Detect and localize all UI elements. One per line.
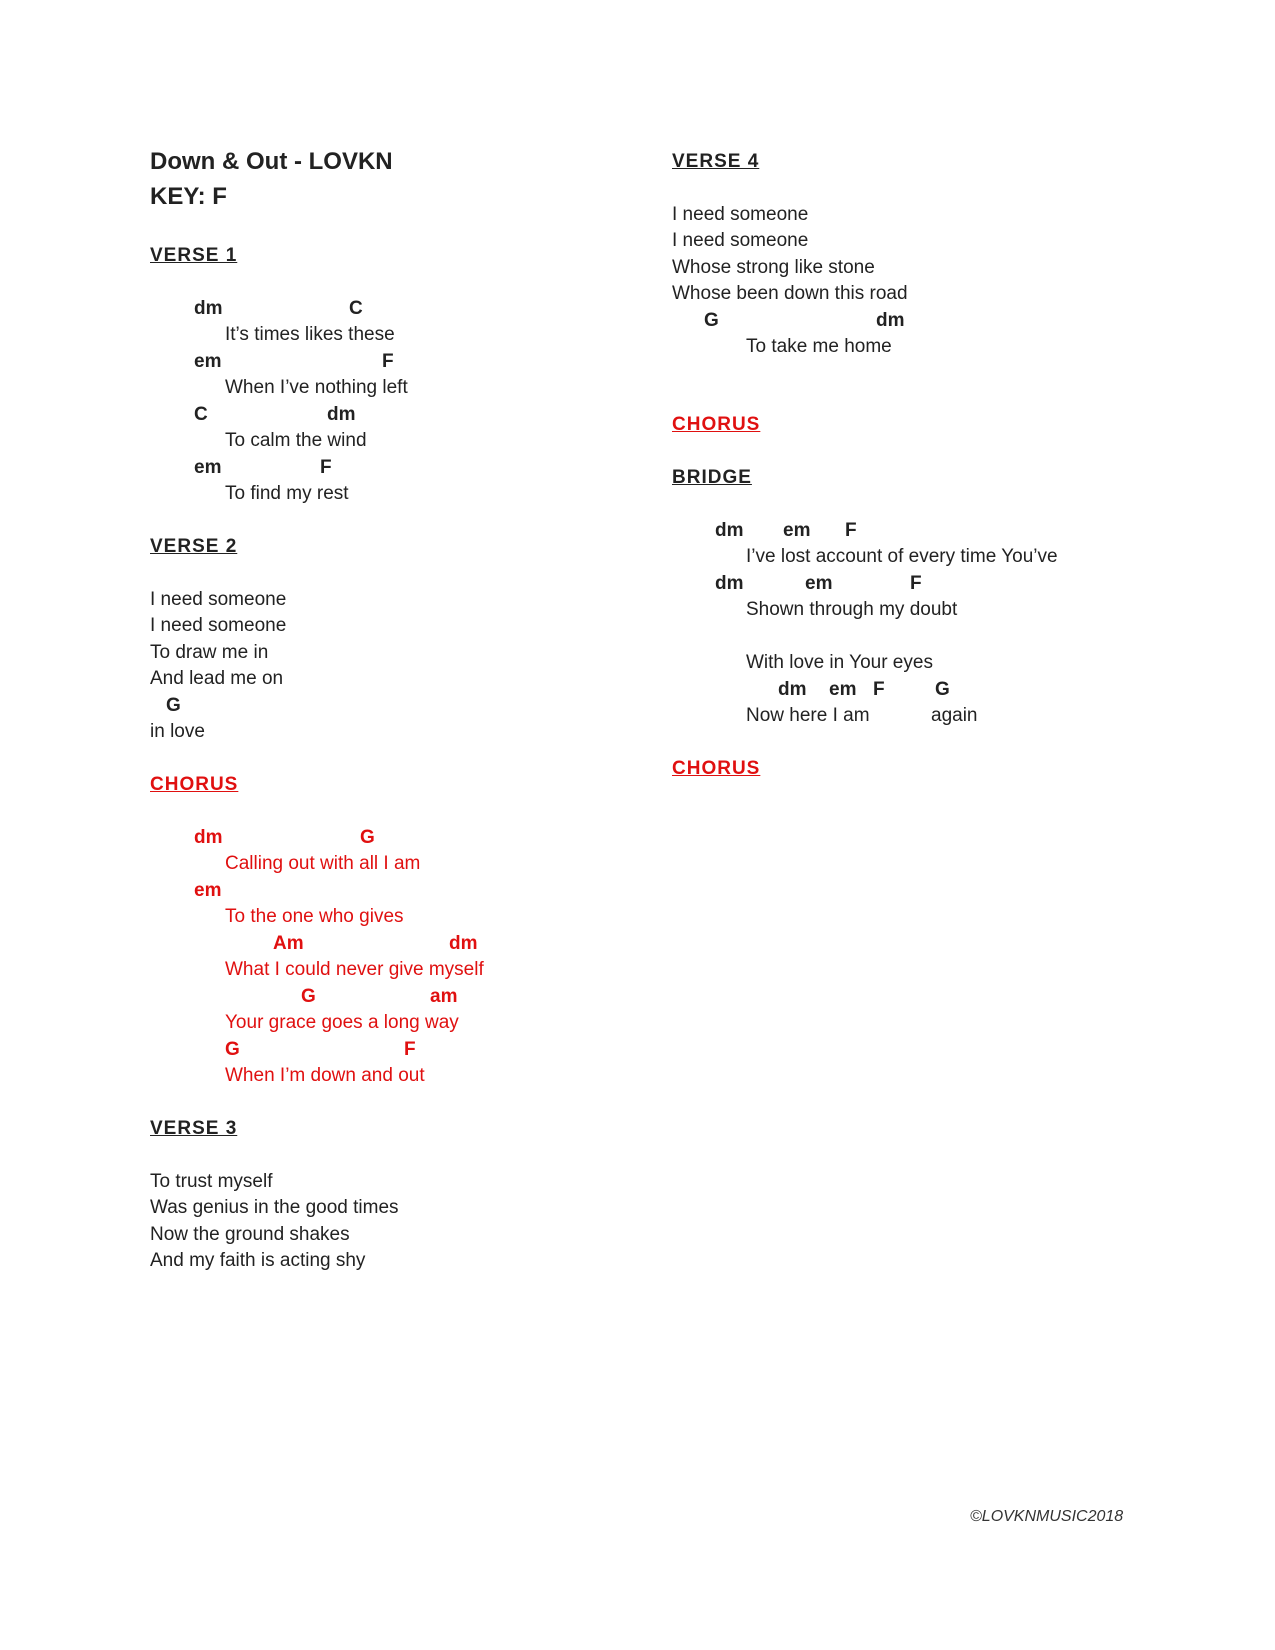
- chord: dm: [715, 520, 744, 541]
- lyric-line: I need someone: [672, 204, 809, 225]
- chord: C: [194, 404, 208, 425]
- chord: G: [301, 986, 316, 1007]
- lyric-line: To find my rest: [225, 483, 349, 504]
- chord: em: [194, 457, 222, 478]
- lyric-line: I need someone: [672, 230, 809, 251]
- lyric-line: To take me home: [746, 336, 892, 357]
- chord: dm: [876, 310, 905, 331]
- lyric-line: What I could never give myself: [225, 959, 484, 980]
- chorus-heading: CHORUS: [672, 414, 761, 435]
- lyric-line: Shown through my doubt: [746, 599, 958, 620]
- lyric-line: And my faith is acting shy: [150, 1250, 366, 1271]
- lyric-line: I need someone: [150, 589, 287, 610]
- chorus-heading: CHORUS: [150, 774, 239, 795]
- chord: dm: [449, 933, 478, 954]
- verse2-heading: VERSE 2: [150, 536, 238, 557]
- chord: G: [166, 695, 181, 716]
- chord: Am: [273, 933, 304, 954]
- chord: dm: [778, 679, 807, 700]
- song-title: Down & Out - LOVKN: [150, 148, 393, 175]
- bridge-heading: BRIDGE: [672, 467, 752, 488]
- chord: dm: [194, 298, 223, 319]
- chord: F: [845, 520, 857, 541]
- lyric-line: Now here I am: [746, 705, 870, 726]
- chord: em: [194, 880, 222, 901]
- chord: F: [404, 1039, 416, 1060]
- lyric-line: Your grace goes a long way: [225, 1012, 459, 1033]
- lyric-line: I need someone: [150, 615, 287, 636]
- chord: G: [360, 827, 375, 848]
- lyric-line: To draw me in: [150, 642, 269, 663]
- lyric-line: Calling out with all I am: [225, 853, 421, 874]
- verse3-heading: VERSE 3: [150, 1118, 238, 1139]
- lyric-line: When I’ve nothing left: [225, 377, 408, 398]
- chord: em: [805, 573, 833, 594]
- lyric-line: And lead me on: [150, 668, 284, 689]
- song-key: KEY: F: [150, 183, 227, 210]
- chord: dm: [715, 573, 744, 594]
- chorus-heading: CHORUS: [672, 758, 761, 779]
- lyric-line: With love in Your eyes: [746, 652, 933, 673]
- lyric-line: in love: [150, 721, 205, 742]
- chord: F: [910, 573, 922, 594]
- copyright-notice: ©LOVKNMUSIC2018: [970, 1508, 1124, 1525]
- chord: dm: [327, 404, 356, 425]
- lyric-line: I’ve lost account of every time You’ve: [746, 546, 1058, 567]
- chord: F: [873, 679, 885, 700]
- chord: em: [783, 520, 811, 541]
- lyric-line: To the one who gives: [225, 906, 404, 927]
- lyric-line: Was genius in the good times: [150, 1197, 399, 1218]
- lyric-line: again: [931, 705, 978, 726]
- verse4-heading: VERSE 4: [672, 151, 760, 172]
- lyric-line: To calm the wind: [225, 430, 367, 451]
- verse1-heading: VERSE 1: [150, 245, 238, 266]
- chord: G: [704, 310, 719, 331]
- lyric-line: To trust myself: [150, 1171, 273, 1192]
- chord: G: [935, 679, 950, 700]
- lyric-line: It’s times likes these: [225, 324, 395, 345]
- chord: F: [382, 351, 394, 372]
- lyric-line: Whose strong like stone: [672, 257, 875, 278]
- chord: em: [829, 679, 857, 700]
- chord: C: [349, 298, 363, 319]
- chord: G: [225, 1039, 240, 1060]
- lyric-line: When I’m down and out: [225, 1065, 425, 1086]
- chord: am: [430, 986, 458, 1007]
- chord: F: [320, 457, 332, 478]
- chord: em: [194, 351, 222, 372]
- lyric-line: Now the ground shakes: [150, 1224, 350, 1245]
- lyric-line: Whose been down this road: [672, 283, 908, 304]
- chord: dm: [194, 827, 223, 848]
- left-column: [150, 0, 630, 1300]
- right-column: [672, 0, 1192, 820]
